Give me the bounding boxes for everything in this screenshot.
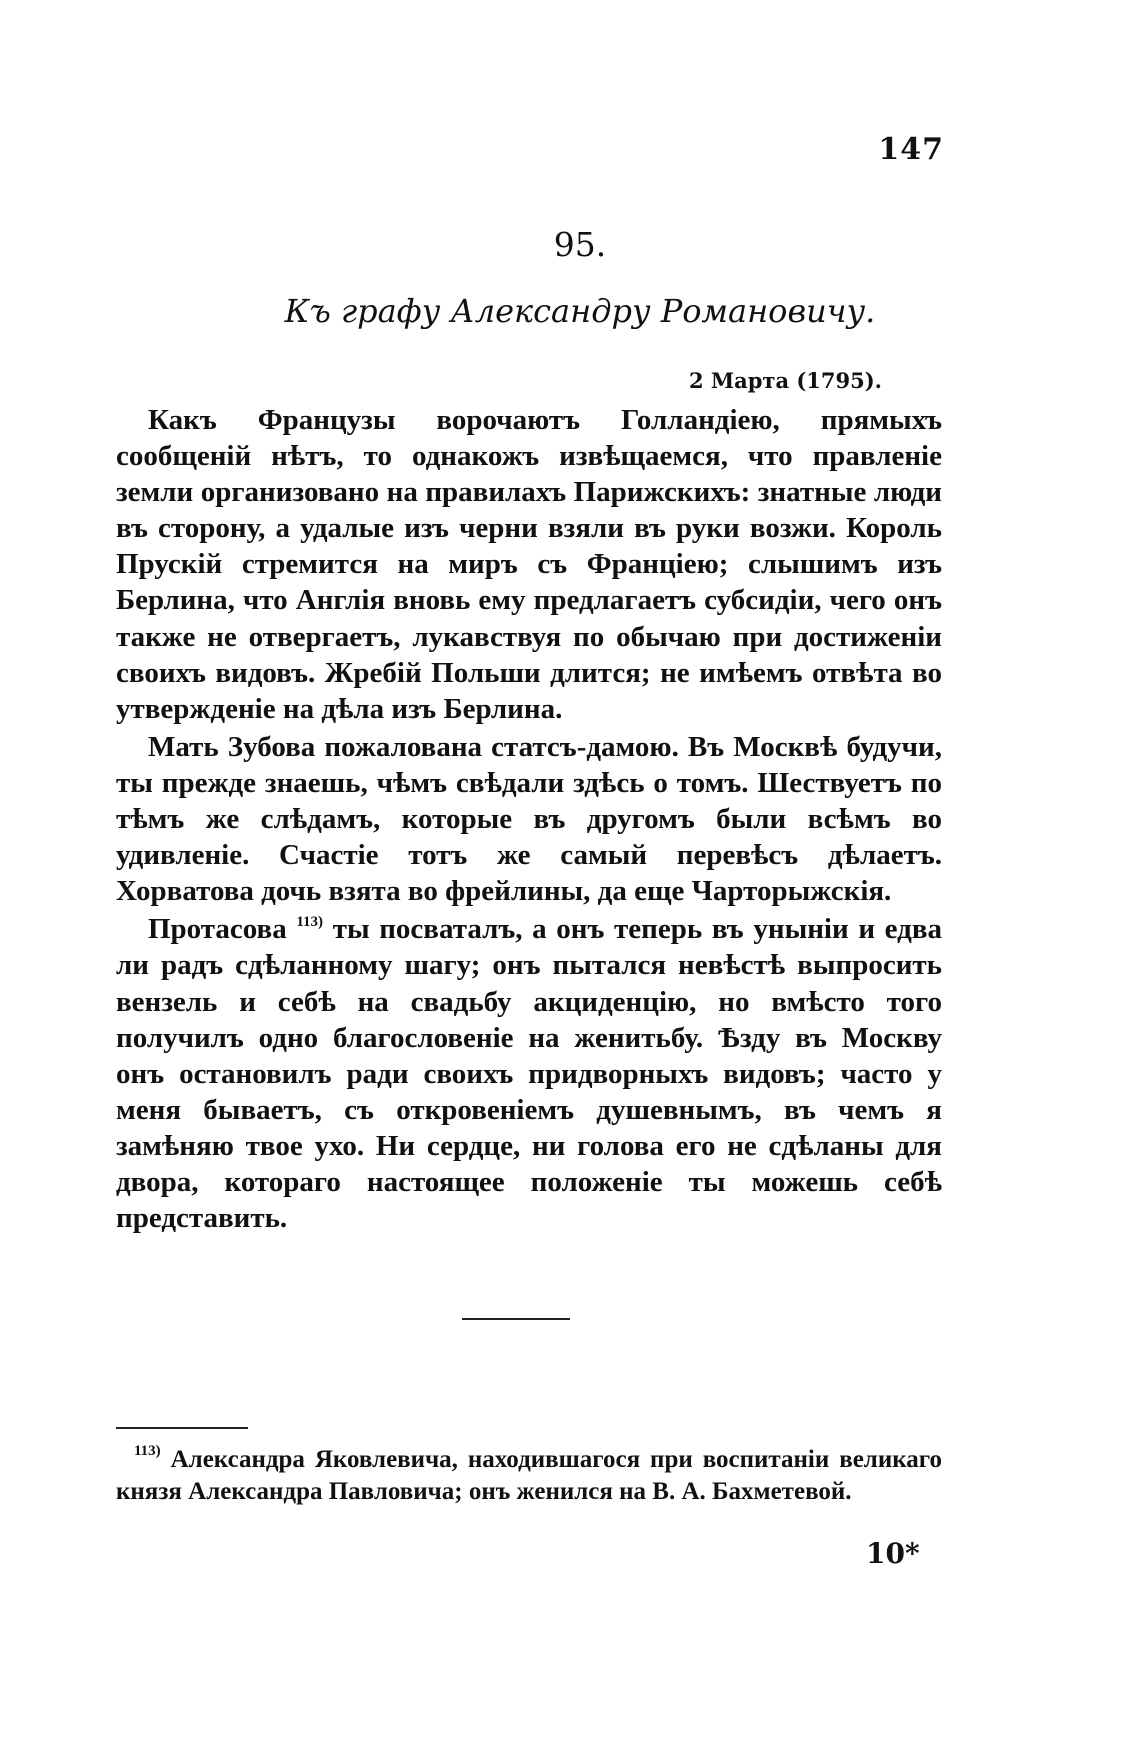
footnote-rule [116,1427,248,1429]
letter-addressee: Къ графу Александру Романовичу. [284,292,876,330]
letter-number: 95. [553,225,607,264]
paragraph [116,911,942,1236]
letter-body [116,402,942,1236]
paragraph: Мать Зубова пожалована статсъ-дамою. Въ Москвѣ будучи, ты прежде знаешь, чѣмъ свѣдали здѣсь о томъ. Шествуетъ по тѣмъ же слѣдамъ, которые въ другомъ были всѣмъ во удивленiе. Счастiе тотъ же самый перевѣсъ дѣлаетъ. Хорватова дочь взята во фрейлины, да еще Чарторыжскiя. [116,730,942,908]
page-number: 147 [878,132,944,167]
letter-date: 2 Марта (1795). [688,368,882,393]
footnote-mark: 113) [134,1443,161,1459]
footnote-text: Александра Яковлевича, находившагося при воспитанiи великаго князя Александра Павловича; онъ женился на В. А. Бахметевой. [116,1446,942,1505]
section-divider [462,1318,570,1320]
paragraph-text: ты посваталъ, а онъ теперь въ унынiи и едва ли радъ сдѣланному шагу; онъ пытался невѣстѣ выпросить вензель и себѣ на свадьбу акциденцiю, но вмѣсто того получилъ одно благословенiе на женитьбу. Ѣзду въ Москву онъ остановилъ ради своихъ придворныхъ видовъ; часто у меня бываетъ, съ откровенiемъ душевнымъ, въ чемъ я замѣняю твое ухо. Ни сердце, ни голова его не сдѣланы для двора, котораго настоящее положенiе ты можешь себѣ представить. [116,913,943,1235]
footnote [116,1444,942,1508]
paragraph-text: Протасова [148,913,287,946]
printer-signature: 10* [866,1537,920,1570]
paragraph: Какъ Французы ворочаютъ Голландiею, прямыхъ сообщенiй нѣтъ, то однакожъ извѣщаемся, что правленiе земли организовано на правилахъ Парижскихъ: знатные люди въ сторону, а удалые изъ черни взяли въ руки возжи. Король Прускiй стремится на миръ съ Францiею; слышимъ изъ Берлина, что Англiя вновь ему предлагаетъ субсидiи, чего онъ также не отвергаетъ, лукавствуя по обычаю при достиженiи своихъ видовъ. Жребiй Польши длится; не имѣемъ отвѣта во утвержденiе на дѣла изъ Берлина. [116,404,942,725]
footnote-reference: 113) [296,914,324,931]
